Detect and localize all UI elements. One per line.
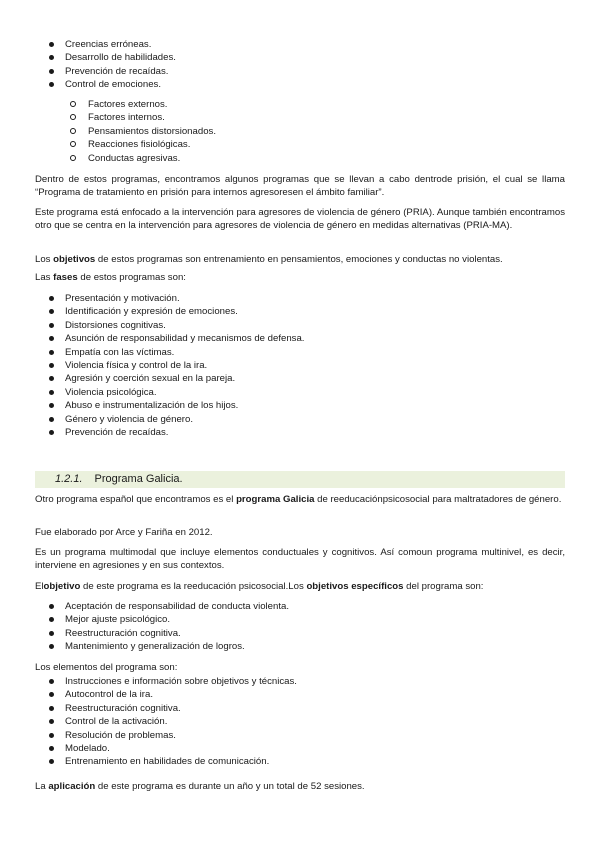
list-d [0, 675, 565, 769]
list-a [0, 38, 565, 92]
list-item: Creencias erróneas. [65, 38, 565, 51]
paragraph: La aplicación de este programa es durante un año y un total de 52 sesiones. [35, 781, 365, 792]
paragraph: Otro programa español que encontramos es el programa Galicia de reeducaciónpsicosocial para maltratadores de género. [35, 494, 562, 505]
list-a-sub [0, 98, 565, 165]
section-title: Programa Galicia. [94, 473, 183, 485]
list-item: Identificación y expresión de emociones. [65, 305, 565, 318]
section-heading [35, 471, 565, 488]
list-item: Reestructuración cognitiva. [65, 627, 565, 640]
list-item: Modelado. [65, 742, 565, 755]
list-item: Desarrollo de habilidades. [65, 51, 565, 64]
paragraph: Es un programa multimodal que incluye elementos conductuales y cognitivos. Así comoun programa multinivel, es decir, interviene en agresiones y en sus contextos. [35, 547, 565, 572]
list-item: Violencia física y control de la ira. [65, 359, 565, 372]
paragraph: Los objetivos de estos programas son entrenamiento en pensamientos, emociones y conductas no violentas. [35, 254, 503, 265]
list-item: Entrenamiento en habilidades de comunicación. [65, 755, 565, 768]
list-item: Conductas agresivas. [88, 152, 565, 165]
list-item: Aceptación de responsabilidad de conducta violenta. [65, 600, 565, 613]
paragraph: Elobjetivo de este programa es la reeducación psicosocial.Los objetivos específicos del programa son: [35, 581, 484, 592]
list-item: Instrucciones e información sobre objetivos y técnicas. [65, 675, 565, 688]
paragraph: Este programa está enfocado a la intervención para agresores de violencia de género (PRIA). Aunque también encontramos otro que se centra en la intervención para agresores de violencia de género en medidas alternativas (PRIA-MA). [35, 207, 565, 232]
paragraph: Dentro de estos programas, encontramos algunos programas que se llevan a cabo dentrode prisión, el cual se llama “Programa de tratamiento en prisión para internos agresoresen el ámbito familiar”. [35, 174, 565, 199]
list-item: Género y violencia de género. [65, 413, 565, 426]
list-item: Abuso e instrumentalización de los hijos. [65, 399, 565, 412]
list-item: Mejor ajuste psicológico. [65, 613, 565, 626]
list-b [0, 292, 565, 439]
list-c [0, 600, 565, 654]
list-item: Empatía con las víctimas. [65, 346, 565, 359]
list-item: Pensamientos distorsionados. [88, 125, 565, 138]
paragraph: Los elementos del programa son: [35, 662, 178, 673]
list-item: Asunción de responsabilidad y mecanismos de defensa. [65, 332, 565, 345]
list-item: Mantenimiento y generalización de logros. [65, 640, 565, 653]
list-item: Distorsiones cognitivas. [65, 319, 565, 332]
section-number: 1.2.1. [55, 473, 83, 485]
list-item: Prevención de recaídas. [65, 426, 565, 439]
list-item: Autocontrol de la ira. [65, 688, 565, 701]
list-item: Control de la activación. [65, 715, 565, 728]
list-item: Presentación y motivación. [65, 292, 565, 305]
paragraph: Fue elaborado por Arce y Fariña en 2012. [35, 527, 213, 538]
list-item: Violencia psicológica. [65, 386, 565, 399]
list-item: Control de emociones. [65, 78, 565, 91]
list-item: Reacciones fisiológicas. [88, 138, 565, 151]
list-item: Factores internos. [88, 111, 565, 124]
list-item: Resolución de problemas. [65, 729, 565, 742]
paragraph: Las fases de estos programas son: [35, 272, 186, 283]
list-item: Factores externos. [88, 98, 565, 111]
list-item: Prevención de recaídas. [65, 65, 565, 78]
list-item: Agresión y coerción sexual en la pareja. [65, 372, 565, 385]
list-item: Reestructuración cognitiva. [65, 702, 565, 715]
